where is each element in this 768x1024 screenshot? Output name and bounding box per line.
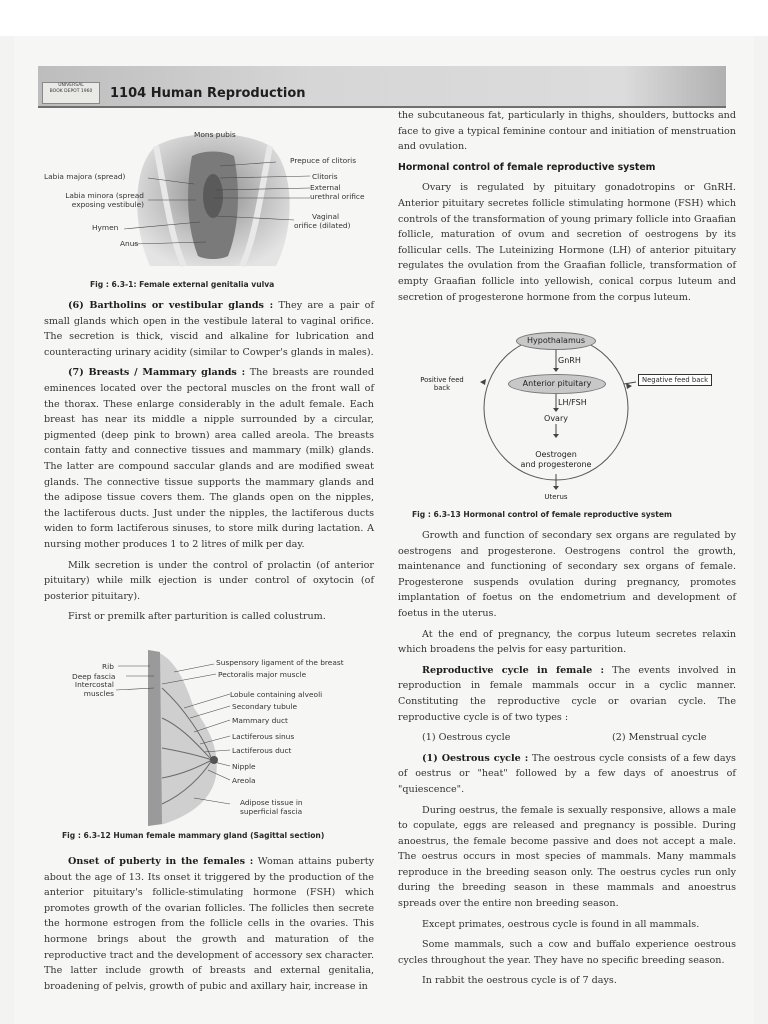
node-hypothalamus: Hypothalamus <box>516 332 596 350</box>
paragraph-breasts <box>44 365 374 552</box>
label-positive-line1: Positive feed <box>420 376 464 384</box>
label-areola: Areola <box>232 776 256 785</box>
bartholin-heading: (6) Bartholins or vestibular glands : <box>68 300 274 311</box>
left-column-text <box>44 298 374 630</box>
label-oestrogen <box>506 450 606 470</box>
paragraph-during-oestrus: During oestrus, the female is sexually responsive, allows a male to copulate, eggs are released and pregnancy is possible. During anoestrus, the female become passive and does not accept a male. The oestrus occurs in most species of mammals. Many mammals reproduce in the breeding season only. The oestrus cycles run only during the breeding season in these mammals and anoestrus spreads over the entire non breeding season. <box>398 804 736 910</box>
breasts-text: The breasts are rounded eminences located over the pectoral muscles on the front wall of the thorax. These enlarge considerably in the adult female. Each breast has near its middle a nipple surrounded by a circular, pigmented (deep pink to brown) area called areola. The breasts contain fatty and connective tissues and mammary (milk) glands. The latter are compound saccular glands and are modified sweat glands. The connective tissue supports the mammary glands and the adipose tissue covers them. The glands open on the nipples, the lactiferous ducts. Just under the nipples, the lactiferous ducts widen to form lactiferous sinuses, to store milk during lactation. A nursing mother produces 1 to 2 litres of milk per day. <box>44 367 374 550</box>
label-lh-fsh: LH/FSH <box>558 398 587 407</box>
label-nipple: Nipple <box>232 762 256 771</box>
page-header <box>38 66 726 108</box>
paragraph-growth: Growth and function of secondary sex organs are regulated by oestrogens and progesterone. Oestrogens control the growth, maintenance and functioning of secondary sex organs of female. Progesterone suspends ovulation during pregnancy, promotes implantation of foetus on the endometrium and development of foetus in the uterus. <box>398 530 736 619</box>
label-suspensory: Suspensory ligament of the breast <box>216 658 344 667</box>
paragraph-continued: the subcutaneous fat, particularly in thighs, shoulders, buttocks and face to give a typical feminine contour and initiation of menstruation and ovulation. <box>398 110 736 153</box>
label-adipose-line2: superficial fascia <box>240 807 303 816</box>
label-lactiferous-sinus: Lactiferous sinus <box>232 732 295 741</box>
right-column-bottom-text <box>398 528 736 994</box>
cycle-type-menstrual: (2) Menstrual cycle <box>612 732 707 744</box>
label-ovary: Ovary <box>544 414 568 423</box>
figure-vulva <box>44 126 374 276</box>
label-labia-majora: Labia majora (spread) <box>44 172 126 181</box>
paragraph-ovary-regulation: Ovary is regulated by pituitary gonadotropins or GnRH. Anterior pituitary secretes follicle stimulating hormone (FSH) which controls of the transformation of young primary follicle into Graafian follicle, maturation of ovum and secretion of oestrogens by its follicular cells. The Luteinizing Hormone (LH) of anterior pituitary regulates the ovulation from the Graafian follicle, transformation of empty Graafian follicle into yellowish, conical corpus luteum and secretion of progesterone hormone from the corpus luteum. <box>398 182 736 303</box>
cycle-types <box>398 730 736 746</box>
paragraph-bartholin <box>44 298 374 360</box>
oestrous-cycle-heading: (1) Oestrous cycle : <box>422 752 529 764</box>
logo-line-1: UNIVERSAL <box>58 83 84 88</box>
paragraph-relaxin: At the end of pregnancy, the corpus luteum secretes relaxin which broadens the pelvis for easy parturition. <box>398 628 736 656</box>
paragraph-oestrous-cycle <box>398 751 736 798</box>
label-oestrogen-line1: Oestrogen <box>535 450 577 459</box>
figure-hormonal-control <box>398 326 736 506</box>
right-column-text <box>398 108 736 310</box>
paragraph-rabbit: In rabbit the oestrous cycle is of 7 days. <box>422 975 617 987</box>
label-labia-minora <box>44 191 144 209</box>
label-deep-fascia: Deep fascia <box>72 672 116 681</box>
heading-hormonal-control: Hormonal control of female reproductive system <box>398 161 656 173</box>
paragraph-some-mammals: Some mammals, such a cow and buffalo experience oestrous cycles throughout the year. They have no specific breeding season. <box>398 939 736 966</box>
label-adipose-line1: Adipose tissue in <box>240 798 303 807</box>
node-anterior-pituitary: Anterior pituitary <box>508 374 606 394</box>
puberty-text: Woman attains puberty about the age of 13. Its onset it triggered by the production of the anterior pituitary's follicle-stimulating hormone (FSH) which promotes growth of the ovarian follicles. The follicles then secrete the hormone estrogen from the follicle cells in the ovaries. This hormone brings about the growth and maturation of the reproductive tract and the development of accessory sex character. The latter include growth of breasts and external genitalia, broadening of pelvis, growth of pubic and axillary hair, increase in <box>44 856 375 992</box>
label-vaginal-orifice <box>294 212 350 230</box>
top-margin <box>0 0 768 36</box>
oestrous-cycle-text: The oestrous cycle consists of a few days of oestrus or "heat" followed by a few days of anoestrus of "quiescence". <box>398 752 736 795</box>
label-intercostal <box>44 680 114 698</box>
label-labia-minora-line2: exposing vestibule) <box>71 200 144 209</box>
label-gnrh: GnRH <box>558 356 581 365</box>
label-uterus: Uterus <box>544 493 568 501</box>
label-vaginal-line1: Vaginal <box>312 212 340 221</box>
label-external-line1: External <box>310 183 341 192</box>
figure-caption-1: Fig : 6.3-1: Female external genitalia vulva <box>90 280 275 289</box>
figure-caption-2: Fig : 6.3-12 Human female mammary gland (Sagittal section) <box>62 831 325 840</box>
paragraph-milk: Milk secretion is under the control of prolactin (of anterior pituitary) while milk ejection is under control of oxytocin (of posterior pituitary). <box>44 559 374 602</box>
label-intercostal-line1: Intercostal <box>74 680 114 689</box>
paragraph-reproductive-cycle <box>398 663 736 725</box>
publisher-logo <box>42 82 100 104</box>
paragraph-puberty <box>44 854 374 994</box>
label-prepuce: Prepuce of clitoris <box>290 156 357 165</box>
label-labia-minora-line1: Labia minora (spread <box>65 191 144 200</box>
label-positive-line2: back <box>433 384 451 392</box>
breasts-heading: (7) Breasts / Mammary glands : <box>68 367 246 379</box>
label-positive-feedback <box>418 376 466 392</box>
left-column-bottom-text <box>44 854 374 999</box>
label-external-urethral <box>310 183 365 201</box>
label-anus: Anus <box>120 239 139 248</box>
figure-mammary-gland <box>44 648 374 828</box>
label-lactiferous-duct: Lactiferous duct <box>232 746 292 755</box>
label-oestrogen-line2: and progesterone <box>520 460 592 469</box>
figure-caption-3: Fig : 6.3-13 Hormonal control of female reproductive system <box>412 510 672 519</box>
bartholin-text: They are a pair of small glands which open in the vestibule lateral to vaginal orifice. The secretion is thick, viscid and alkaline for lubrication and counteracting urinary acidity (similar to Cowper's glands in males). <box>44 300 374 358</box>
label-vaginal-line2: orifice (dilated) <box>294 221 351 230</box>
label-external-line2: urethral orifice <box>310 192 365 201</box>
label-secondary-tubule: Secondary tubule <box>232 702 298 711</box>
label-mons-pubis: Mons pubis <box>194 130 236 139</box>
label-lobule: Lobule containing alveoli <box>230 690 323 699</box>
page-title: 1104 Human Reproduction <box>110 86 306 101</box>
puberty-heading: Onset of puberty in the females : <box>68 856 254 867</box>
label-pectoralis: Pectoralis major muscle <box>218 670 307 679</box>
cycle-type-oestrous: (1) Oestrous cycle <box>422 732 511 744</box>
label-rib: Rib <box>102 662 114 671</box>
paragraph-colostrum: First or premilk after parturition is called colustrum. <box>68 611 326 623</box>
reproductive-cycle-text: The events involved in reproduction in female mammals occur in a cyclic manner. Constituting the reproductive cycle or ovarian cycle. The reproductive cycle is of two types : <box>398 664 736 723</box>
label-hymen: Hymen <box>92 223 119 232</box>
box-negative-feedback: Negative feed back <box>638 374 712 386</box>
label-clitoris: Clitoris <box>312 172 338 181</box>
logo-line-2: BOOK DEPOT 1960 <box>49 89 93 94</box>
reproductive-cycle-heading: Reproductive cycle in female : <box>422 664 605 676</box>
label-mammary-duct: Mammary duct <box>232 716 288 725</box>
paragraph-except-primates: Except primates, oestrous cycle is found in all mammals. <box>422 918 700 930</box>
label-adipose <box>240 798 303 816</box>
label-intercostal-line2: muscles <box>83 689 114 698</box>
